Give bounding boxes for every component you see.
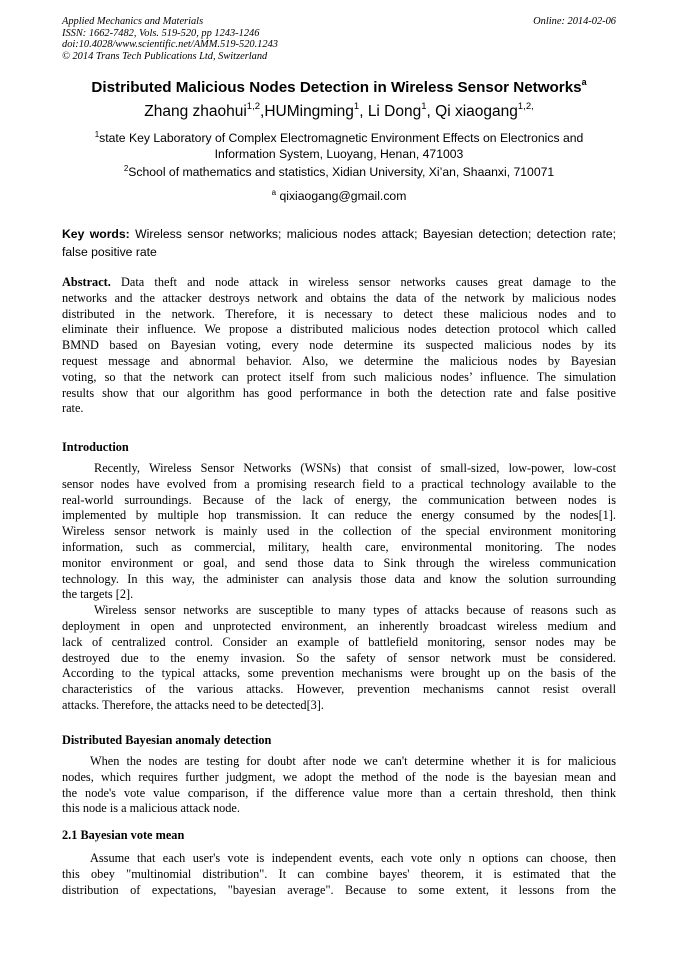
abstract-line: BMND based on Bayesian voting, every node determine its suspected malicious nodes by its: [62, 338, 616, 353]
paragraph-line: nodes, which requires further judgment, we adopt the method of the node is the bayesian mean and: [62, 769, 616, 784]
abstract-line: Data theft and node attack in wireless sensor networks causes great damage to the: [110, 275, 616, 289]
paragraph-line: the targets [2].: [62, 587, 134, 602]
keywords-label: Key words:: [62, 227, 130, 241]
keywords: [62, 226, 616, 261]
paragraph-line: this obey "multinomial distribution". It can combine bayes' theorem, it is estimated that the: [62, 866, 616, 881]
affiliation-mark: 2: [123, 164, 129, 173]
author-name: , Li Dong: [359, 103, 422, 120]
paragraph-line: destroyed due to the enemy invasion. So the safety of sensor network must be considered.: [62, 650, 616, 665]
journal-name: Applied Mechanics and Materials: [62, 16, 204, 27]
paragraph-line: lack of centralized control. Consider an example of battlefield monitoring, sensor nodes may be: [62, 634, 616, 649]
section-heading-bayesian: Distributed Bayesian anomaly detection: [62, 733, 272, 747]
paragraph-line: this node is a malicious attack node.: [62, 801, 240, 816]
author-affiliation-mark: 1: [421, 101, 427, 112]
paper-title: [40, 79, 638, 97]
abstract: [62, 275, 616, 417]
online-date: Online: 2014-02-06: [533, 16, 616, 27]
keywords-text: false positive rate: [62, 244, 157, 259]
affiliation-mark: 1: [94, 130, 100, 139]
author-name: Zhang zhaohui: [144, 103, 247, 120]
paragraph-line: technology. In this way, the administer can analysis those data and know the solution surrounding: [62, 571, 616, 586]
copyright-line: © 2014 Trans Tech Publications Ltd, Switzerland: [62, 50, 268, 62]
author-name: , Qi xiaogang: [426, 103, 518, 120]
bayesian-body: [62, 754, 616, 817]
paragraph-line: distribution of expectations, "bayesian average". Because to some extent, it lessons from the: [62, 882, 616, 897]
affiliation-1: [62, 131, 616, 162]
paragraph-line: the node's vote value comparison, if the difference value more than a certain threshold, then think: [62, 785, 616, 800]
paragraph-line: deployment in open and unprotected environment, an inherently broadcast wireless medium and: [62, 618, 616, 633]
paper-title-text: Distributed Malicious Nodes Detection in Wireless Sensor Networks: [91, 79, 582, 96]
abstract-line: networks and the attacker destroys network and obtains the data of the network by malicious nodes: [62, 290, 616, 305]
paragraph-line: attacks. Therefore, the attacks need to be detected[3].: [62, 697, 324, 712]
paragraph-line: sensor nodes have evolved from a promising research field to a practical technology available to the: [62, 476, 616, 491]
abstract-line: distributed in the network. Therefore, it is necessary to detect these malicious nodes and to: [62, 306, 616, 321]
contact-email: [62, 189, 616, 205]
issn-line: ISSN: 1662-7482, Vols. 519-520, pp 1243-1246: [62, 27, 260, 39]
email-address: qixiaogang@gmail.com: [276, 189, 407, 203]
paragraph-line: characteristics of the various attacks. However, prevention mechanisms cannot resist overall: [62, 682, 616, 697]
affiliation-text: Information System, Luoyang, Henan, 471003: [214, 146, 464, 161]
title-footnote-mark: a: [581, 77, 587, 87]
abstract-line: eliminate their influence. We propose a distributed malicious nodes detection protocol which called: [62, 322, 616, 337]
paragraph-line: When the nodes are testing for doubt after node we can't determine whether it is for malicious: [90, 754, 616, 768]
affiliation-text: School of mathematics and statistics, Xidian University, Xi’an, Shaanxi, 710071: [128, 165, 555, 179]
email-mark: a: [271, 188, 277, 197]
section-heading-introduction: Introduction: [62, 440, 129, 454]
abstract-line: results show that our algorithm has good performance in both the detection rate and false positive: [62, 385, 616, 400]
author-list: [40, 102, 638, 122]
author-affiliation-mark: 1,2,: [517, 101, 534, 112]
paragraph-line: information, such as commercial, military, health care, environmental monitoring. The nodes: [62, 539, 616, 554]
abstract-line: request message and abnormal behavior. Also, we determine the malicious nodes by Bayesian: [62, 353, 616, 368]
doi-line: doi:10.4028/www.scientific.net/AMM.519-520.1243: [62, 39, 278, 51]
keywords-text: Wireless sensor networks; malicious nodes attack; Bayesian detection; detection rate;: [129, 227, 616, 241]
paragraph-line: Wireless sensor network is mainly used in the collection of the special environment monitoring: [62, 524, 616, 539]
paragraph-line: According to the typical attacks, some prevention mechanisms were brought up on the basis of the: [62, 666, 616, 681]
paragraph-line: Recently, Wireless Sensor Networks (WSNs) that consist of small-sized, low-power, low-cost: [94, 461, 616, 475]
author-affiliation-mark: 1,2: [246, 101, 261, 112]
author-name: ,HUMingming: [260, 103, 354, 120]
affiliation-text: state Key Laboratory of Complex Electromagnetic Environment Effects on Electronics and: [99, 131, 584, 145]
introduction-body: [62, 461, 616, 714]
paragraph-line: Wireless sensor networks are susceptible to many types of attacks because of reasons such as: [94, 603, 616, 618]
affiliation-2: [62, 165, 616, 181]
abstract-label: Abstract.: [62, 275, 111, 289]
paragraph-line: monitor environment or goal, and send those data to Sink through the wireless communication: [62, 555, 616, 570]
section-heading-2-1: 2.1 Bayesian vote mean: [62, 828, 185, 842]
paragraph-line: Assume that each user's vote is independent events, each vote only n options can choose, then: [90, 851, 616, 865]
paragraph-line: real-world surroundings. Because of the lack of energy, the communication between nodes is: [62, 492, 616, 507]
journal-header: [62, 16, 278, 62]
abstract-line: rate.: [62, 401, 84, 416]
paragraph-line: implemented by multiple hop transmission. It can reduce the energy consumed by the nodes[1].: [62, 508, 616, 523]
author-affiliation-mark: 1: [353, 101, 360, 112]
abstract-line: voting, so that the network can protect itself from such malicious nodes’ influence. The simulation: [62, 369, 616, 384]
section-2-1-body: [62, 851, 616, 898]
